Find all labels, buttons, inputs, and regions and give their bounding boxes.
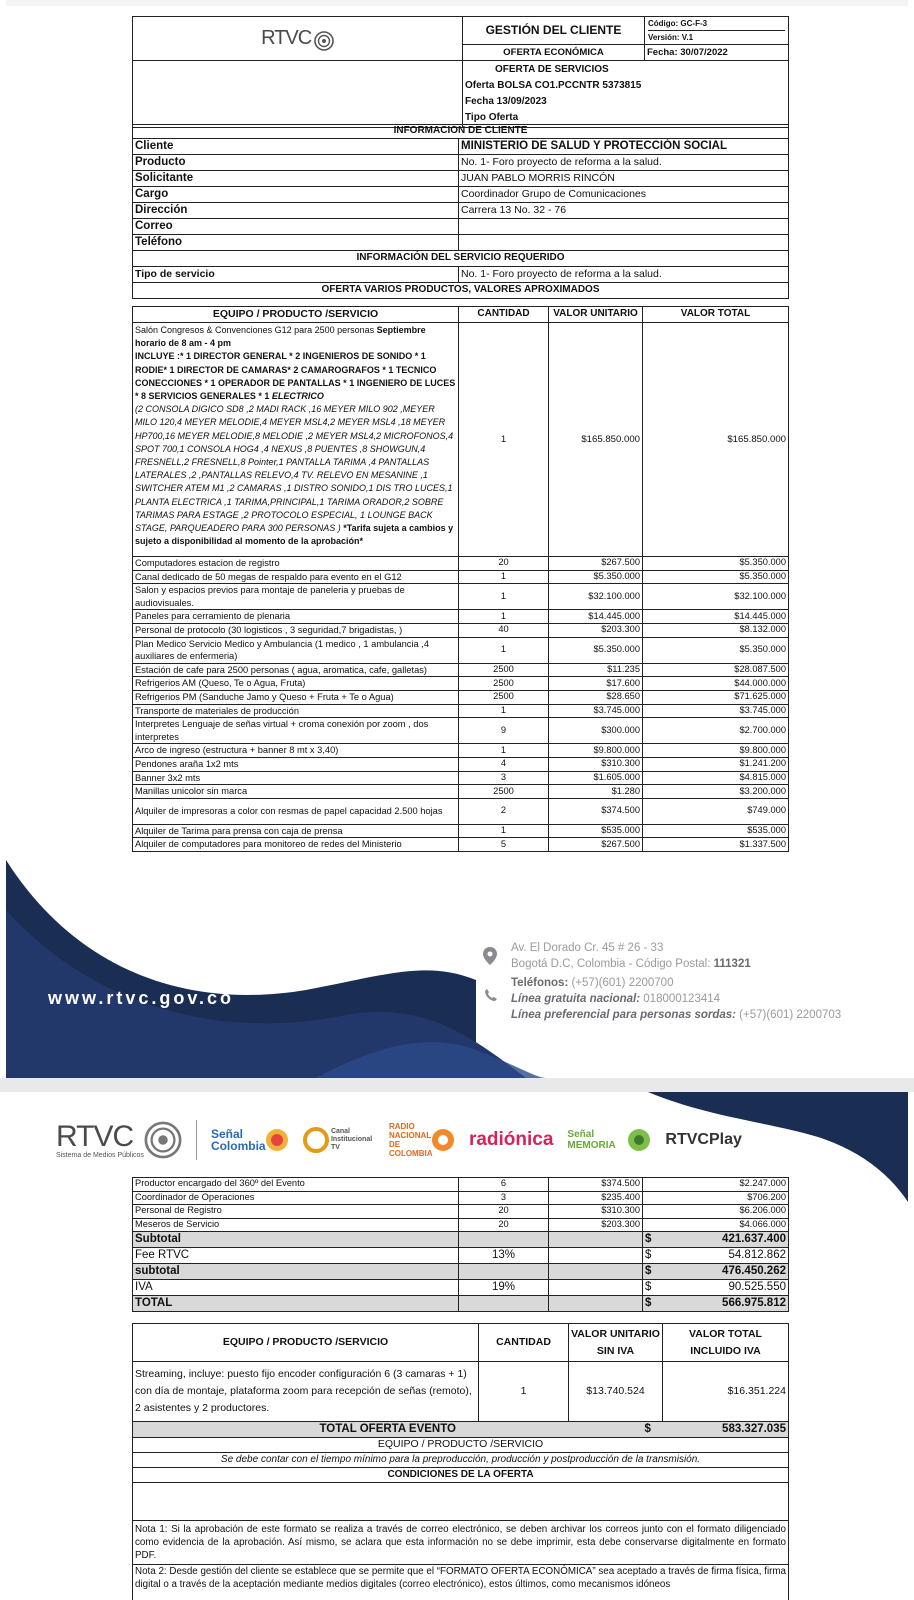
item-description: Canal dedicado de 50 megas de respaldo para evento en el G12	[133, 570, 459, 584]
streaming-description: Streaming, incluye: puesto fijo encoder configuración 6 (3 camaras + 1) con día de montaje, plataforma zoom para recepción de señas (remoto), 2 asistentes y 2 productores.	[133, 1362, 479, 1422]
address-label: Dirección	[133, 203, 459, 219]
document-header	[132, 16, 789, 128]
header-blank	[133, 61, 463, 128]
s-header-qty: CANTIDAD	[479, 1324, 569, 1362]
table-row	[133, 677, 789, 691]
streaming-qty: 1	[479, 1362, 569, 1422]
rtvc-swirl-icon	[144, 1121, 182, 1159]
table-row	[133, 690, 789, 704]
totals-percent	[459, 1296, 549, 1312]
radio-nacional-logo-icon	[431, 1128, 455, 1152]
item-unit-price: $5.350.000	[549, 570, 643, 584]
footer-deaf-label: Línea preferencial para personas sordas:	[511, 1009, 736, 1021]
totals-currency: $	[645, 1297, 652, 1310]
item-description: Arco de ingreso (estructura + banner 8 mt x 3,40)	[133, 744, 459, 758]
footer-free: 018000123414	[640, 993, 721, 1005]
footer-contacts	[511, 975, 841, 1023]
totals-label: IVA	[133, 1280, 459, 1296]
footer-phones-label: Teléfonos:	[511, 977, 569, 989]
item-unit-price: $374.500	[549, 798, 643, 824]
item-qty: 1	[459, 584, 549, 610]
item-description: Salon y espacios previos para montaje de paneleria y pruebas de audiovisuales.	[133, 584, 459, 610]
item-qty: 2500	[459, 690, 549, 704]
item-description: Computadores estacion de registro	[133, 557, 459, 571]
doc-title: GESTIÓN DEL CLIENTE	[463, 17, 645, 45]
table-row	[133, 1178, 789, 1192]
s-header-unit: VALOR UNITARIO SIN IVA	[569, 1324, 663, 1362]
main-item-l3b: *Tarifa sujeta a cambios y sujeto a disponibilidad al momento de la aprobación*	[135, 523, 454, 547]
item-total: $1.337.500	[643, 838, 789, 852]
item-description: Alquiler de impresoras a color con resmas de papel capacidad 2.500 hojas	[133, 798, 459, 824]
position-label: Cargo	[133, 187, 459, 203]
conditions-title: CONDICIONES DE LA OFERTA	[133, 1468, 789, 1483]
footer-wave-graphic	[6, 840, 908, 1078]
senal-colombia-logo-icon	[265, 1128, 289, 1152]
item-total: $32.100.000	[643, 584, 789, 610]
totals-blank	[549, 1264, 643, 1280]
item-unit-price: $203.300	[549, 1218, 643, 1232]
main-item-total: $165.850.000	[643, 323, 789, 557]
totals-row	[133, 1232, 789, 1248]
table-row	[133, 1218, 789, 1232]
totals-percent	[459, 1264, 549, 1280]
footer-free-label: Línea gratuita nacional:	[511, 993, 641, 1005]
client-label: Cliente	[133, 139, 459, 155]
brand-rtvc-sub: Sistema de Medios Públicos	[56, 1151, 144, 1159]
item-total: $2.247.000	[643, 1178, 789, 1192]
item-total: $5.350.000	[643, 637, 789, 663]
table-row	[133, 785, 789, 799]
brand-rtvc-name: RTVC	[56, 1119, 134, 1153]
totals-row	[133, 1264, 789, 1280]
totals-blank	[549, 1296, 643, 1312]
item-description: Estación de cafe para 2500 personas ( agua, aromatica, cafe, galletas)	[133, 663, 459, 677]
footer-postal: 111321	[713, 958, 751, 970]
totals-percent: 19%	[459, 1280, 549, 1296]
totals-label: Fee RTVC	[133, 1248, 459, 1264]
service-section-title: INFORMACIÓN DEL SERVICIO REQUERIDO	[133, 251, 789, 267]
item-unit-price: $3.745.000	[549, 704, 643, 718]
total-offer-value: 583.327.035	[663, 1422, 789, 1438]
products-table-continued	[132, 1177, 789, 1312]
offer-line-0: OFERTA DE SERVICIOS	[495, 64, 609, 75]
item-unit-price: $535.000	[549, 824, 643, 838]
item-description: Coordinador de Operaciones	[133, 1191, 459, 1205]
item-total: $9.800.000	[643, 744, 789, 758]
item-qty: 2500	[459, 785, 549, 799]
location-pin-icon	[483, 947, 497, 965]
item-qty: 1	[459, 744, 549, 758]
table-row	[133, 570, 789, 584]
totals-currency: $	[645, 1281, 652, 1294]
s-header-product: EQUIPO / PRODUCTO /SERVICIO	[133, 1324, 479, 1362]
totals-amount	[643, 1248, 789, 1264]
item-total: $5.350.000	[643, 557, 789, 571]
item-description: Interpretes Lenguaje de señas virtual + croma conexión por zoom , dos interpretes	[133, 718, 459, 744]
phone-label: Teléfono	[133, 235, 459, 251]
item-qty: 9	[459, 718, 549, 744]
item-total: $535.000	[643, 824, 789, 838]
address-value: Carrera 13 No. 32 - 76	[459, 203, 789, 219]
item-description: Refrigerios PM (Sanduche Jamo y Queso + Fruta + Te o Agua)	[133, 690, 459, 704]
item-unit-price: $310.300	[549, 1205, 643, 1219]
item-description: Plan Medico Servicio Medico y Ambulancia (1 medico , 1 ambulancia ,4 auxiliares de enfermeria)	[133, 637, 459, 663]
time-note-text: Se debe contar con el tiempo mínimo para la preproducción, producción y postproducción de la transmisión.	[220, 1453, 701, 1465]
item-qty: 3	[459, 771, 549, 785]
item-unit-price: $11.235	[549, 663, 643, 677]
logo-cell	[133, 17, 463, 61]
item-total: $4.066.000	[643, 1218, 789, 1232]
item-total: $1.241.200	[643, 757, 789, 771]
position-value: Coordinador Grupo de Comunicaciones	[459, 187, 789, 203]
main-item-description	[133, 323, 459, 557]
conditions-blank	[133, 1483, 789, 1521]
totals-currency: $	[645, 1249, 652, 1262]
item-unit-price: $28.650	[549, 690, 643, 704]
item-qty: 3	[459, 1191, 549, 1205]
item-unit-price: $9.800.000	[549, 744, 643, 758]
item-unit-price: $17.600	[549, 677, 643, 691]
item-total: $706.200	[643, 1191, 789, 1205]
table-row	[133, 1191, 789, 1205]
item-qty: 1	[459, 824, 549, 838]
item-unit-price: $267.500	[549, 838, 643, 852]
phone-value	[459, 235, 789, 251]
item-description: Productor encargado del 360º del Evento	[133, 1178, 459, 1192]
offer-line-3: Tipo Oferta	[465, 112, 519, 123]
item-total: $2.700.000	[643, 718, 789, 744]
brand-radionica-name: radiónica	[468, 1129, 554, 1150]
total-offer-label: TOTAL OFERTA EVENTO	[133, 1422, 643, 1438]
client-section-title: INFORMACIÓN DE CLIENTE	[133, 125, 789, 139]
item-description: Pendones araña 1x2 mts	[133, 757, 459, 771]
rtvc-swirl-icon	[314, 31, 334, 51]
totals-amount	[643, 1232, 789, 1248]
table-row	[133, 757, 789, 771]
item-qty: 20	[459, 557, 549, 571]
requester-value: JUAN PABLO MORRIS RINCÓN	[459, 171, 789, 187]
phone-icon	[484, 988, 498, 1002]
totals-label: Subtotal	[133, 1232, 459, 1248]
item-qty: 1	[459, 610, 549, 624]
requester-label: Solicitante	[133, 171, 459, 187]
item-qty: 20	[459, 1218, 549, 1232]
client-table	[132, 124, 789, 299]
item-unit-price: $267.500	[549, 557, 643, 571]
col-header-product: EQUIPO / PRODUCTO /SERVICIO	[133, 307, 459, 323]
offer-line-2: Fecha 13/09/2023	[465, 96, 547, 107]
main-item-l3: (2 CONSOLA DIGICO SD8 ,2 MADI RACK ,16 MEYER MILO 902 ,MEYER MILO 120,4 MEYER MELODIE,4 MEYER MSL4,2 MEYER MSL4 ,18 MEYER HP700,16 MEYER MELODIE,8 MELODIE ,2 MEYER MSL4,2 MICROFONOS,4 SPOT 700,1 CONSOLA HOG4 ,4 NEXUS ,8 PUENTES ,8 SHOWGUN,4 FRESNELL,2 FRESNELL,8 Pointer,1 PANTALLA TARIMA ,4 PANTALLAS LATERALES ,2 ,PANTALLAS RELEVO,4 TV. RELEVO EN MESANINE ,1 SWITCHER ATEM M1 ,2 CAMARAS ,1 DISTRO SONIDO,1 DIS TRO LUCES,1 PLANTA ELECTRICA ,1 TARIMA,PRINCIPAL,1 TARIMA ORADOR,2 SOBRE TARIMAS PARA ESTAGE ,2 PROTOCOLO ESPECIAL, 1 LOUNGE BACK STAGE, PARQUEADERO PARA 300 PERSONAS )	[135, 404, 454, 534]
totals-amount-value: 421.637.400	[722, 1233, 786, 1246]
item-description: Transporte de materiales de producción	[133, 704, 459, 718]
totals-amount-value: 54.812.862	[728, 1249, 786, 1262]
table-row	[133, 637, 789, 663]
time-note	[133, 1453, 789, 1468]
item-description: Personal de protocolo (30 logisticos , 3 seguridad,7 brigadistas, )	[133, 623, 459, 637]
item-description: Manillas unicolor sin marca	[133, 785, 459, 799]
email-label: Correo	[133, 219, 459, 235]
brand-rtvc	[56, 1121, 182, 1159]
service-type-label: Tipo de servicio	[133, 267, 459, 283]
s-header-total: VALOR TOTAL INCLUIDO IVA	[663, 1324, 789, 1362]
item-qty: 6	[459, 1178, 549, 1192]
item-description: Refrigerios AM (Queso, Te o Agua, Fruta)	[133, 677, 459, 691]
item-total: $44.000.000	[643, 677, 789, 691]
item-description: Banner 3x2 mts	[133, 771, 459, 785]
table-row	[133, 557, 789, 571]
item-qty: 1	[459, 637, 549, 663]
document-page-1	[6, 0, 908, 1078]
item-qty: 2500	[459, 677, 549, 691]
rtvc-logo: RTVC	[261, 26, 312, 49]
item-total: $6.206.000	[643, 1205, 789, 1219]
brand-senal-memoria-name: Señal MEMORIA	[567, 1129, 616, 1151]
item-unit-price: $1.605.000	[549, 771, 643, 785]
item-unit-price: $1.280	[549, 785, 643, 799]
item-total: $28.087.500	[643, 663, 789, 677]
item-description: Paneles para cerramiento de plenaria	[133, 610, 459, 624]
footer-address-line2: Bogotá D.C, Colombia - Código Postal:	[511, 958, 714, 970]
totals-blank	[549, 1248, 643, 1264]
col-header-unit: VALOR UNITARIO	[549, 307, 643, 323]
footer-website[interactable]: www.rtvc.gov.co	[48, 988, 235, 1008]
item-unit-price: $374.500	[549, 1178, 643, 1192]
page-separator	[0, 1078, 914, 1092]
table-row	[133, 584, 789, 610]
totals-row	[133, 1248, 789, 1264]
item-qty: 40	[459, 623, 549, 637]
item-total: $3.200.000	[643, 785, 789, 799]
item-description: Meseros de Servicio	[133, 1218, 459, 1232]
main-item-l1b: Septiembre horario de 8 am - 4 pm	[135, 325, 426, 349]
totals-amount	[643, 1280, 789, 1296]
main-item-l1: Salón Congresos & Convenciones G12 para 2500 personas	[135, 325, 377, 335]
col-header-qty: CANTIDAD	[459, 307, 549, 323]
total-offer-table	[132, 1421, 789, 1600]
streaming-total: $16.351.224	[663, 1362, 789, 1422]
item-total: $8.132.000	[643, 623, 789, 637]
table-row	[133, 718, 789, 744]
totals-percent	[459, 1232, 549, 1248]
totals-label: subtotal	[133, 1264, 459, 1280]
previous-page-strip	[6, 0, 908, 6]
totals-amount-value: 90.525.550	[728, 1281, 786, 1294]
brand-rtvcplay-name: RTVCPlay	[665, 1131, 742, 1148]
table-row	[133, 610, 789, 624]
nota-2: Nota 2: Desde gestión del cliente se establece que se permite que el “FORMATO OFERTA ECONÓMICA” sea aceptado a través de firma física, firma digital o a través de la aceptación mediante medios digitales (correo electrónico), estos últimos, como mecanismos idóneos	[133, 1565, 789, 1600]
canal-institucional-logo-icon	[303, 1127, 329, 1153]
table-row	[133, 798, 789, 824]
footer-phones: (+57)(601) 2200700	[568, 977, 674, 989]
item-description: Alquiler de computadores para monitoreo de redes del Ministerio	[133, 838, 459, 852]
doc-code	[645, 17, 789, 45]
item-total: $3.745.000	[643, 704, 789, 718]
streaming-table	[132, 1323, 789, 1422]
item-unit-price: $14.445.000	[549, 610, 643, 624]
main-item-l2i: ELECTRICO	[271, 391, 324, 402]
client-value: MINISTERIO DE SALUD Y PROTECCIÓN SOCIAL	[459, 139, 789, 155]
doc-date: Fecha: 30/07/2022	[645, 45, 789, 61]
table-row	[133, 771, 789, 785]
totals-amount	[643, 1296, 789, 1312]
brand-senal-colombia-name: Señal Colombia	[210, 1127, 266, 1153]
item-total: $749.000	[643, 798, 789, 824]
table-row	[133, 1205, 789, 1219]
totals-row	[133, 1296, 789, 1312]
item-unit-price: $5.350.000	[549, 637, 643, 663]
item-unit-price: $235.400	[549, 1191, 643, 1205]
totals-blank	[549, 1280, 643, 1296]
footer-address-line1: Av. El Dorado Cr. 45 # 26 - 33	[511, 942, 664, 954]
main-item-qty: 1	[459, 323, 549, 557]
item-qty: 1	[459, 570, 549, 584]
item-total: $14.445.000	[643, 610, 789, 624]
brand-senal-memoria	[567, 1128, 651, 1152]
offer-line-1: Oferta BOLSA CO1.PCCNTR 5373815	[465, 80, 642, 91]
brand-radio-nacional	[389, 1122, 455, 1158]
item-qty: 2	[459, 798, 549, 824]
brand-canal-institucional	[303, 1127, 375, 1153]
senal-memoria-logo-icon	[627, 1128, 651, 1152]
totals-label: TOTAL	[133, 1296, 459, 1312]
document-page-2	[6, 1092, 908, 1600]
brand-divider	[196, 1120, 197, 1160]
totals-currency: $	[645, 1265, 652, 1278]
doc-code-text: Código: GC-F-3	[648, 19, 708, 28]
item-qty: 20	[459, 1205, 549, 1219]
footer-deaf: (+57)(601) 2200703	[735, 1009, 842, 1021]
service-type-value: No. 1- Foro proyecto de reforma a la salud.	[459, 267, 789, 283]
table-row	[133, 623, 789, 637]
table-row	[133, 824, 789, 838]
item-unit-price: $32.100.000	[549, 584, 643, 610]
item-unit-price: $310.300	[549, 757, 643, 771]
item-total: $4.815.000	[643, 771, 789, 785]
item-qty: 1	[459, 704, 549, 718]
brand-bar	[56, 1118, 776, 1162]
totals-amount	[643, 1264, 789, 1280]
main-item-unit: $165.850.000	[549, 323, 643, 557]
email-value	[459, 219, 789, 235]
item-total: $71.625.000	[643, 690, 789, 704]
product-value: No. 1- Foro proyecto de reforma a la salud.	[459, 155, 789, 171]
table-row	[133, 704, 789, 718]
totals-currency: $	[645, 1233, 652, 1246]
totals-blank	[549, 1232, 643, 1248]
doc-subtitle: OFERTA ECONÓMICA	[463, 45, 645, 61]
total-offer-currency: $	[643, 1422, 663, 1438]
nota-1: Nota 1: Si la aprobación de este formato se realiza a través de correo electrónico, se deben archivar los correos junto con el formato diligenciado como evidencia de la aprobación. Así mismo, se aclara que esta información no se debe imprimir, esta debe conservarse digitalmente en formato PDF.	[133, 1521, 789, 1565]
table-row	[133, 744, 789, 758]
item-qty: 4	[459, 757, 549, 771]
products-section-title: OFERTA VARIOS PRODUCTOS, VALORES APROXIMADOS	[133, 283, 789, 299]
item-unit-price: $203.300	[549, 623, 643, 637]
totals-amount-value: 476.450.262	[722, 1265, 786, 1278]
table-row	[133, 663, 789, 677]
totals-percent: 13%	[459, 1248, 549, 1264]
footer-address	[511, 940, 751, 972]
item-qty: 5	[459, 838, 549, 852]
col-header-total: VALOR TOTAL	[643, 307, 789, 323]
products-table	[132, 306, 789, 852]
brand-senal-colombia	[211, 1128, 289, 1152]
totals-row	[133, 1280, 789, 1296]
item-unit-price: $300.000	[549, 718, 643, 744]
item-description: Personal de Registro	[133, 1205, 459, 1219]
brand-canal-institucional-name: Canal Institucional TV	[330, 1128, 373, 1151]
item-total: $5.350.000	[643, 570, 789, 584]
item-qty: 2500	[459, 663, 549, 677]
product-label: Producto	[133, 155, 459, 171]
equipo-line: EQUIPO / PRODUCTO /SERVICIO	[133, 1438, 789, 1453]
item-description: Alquiler de Tarima para prensa con caja de prensa	[133, 824, 459, 838]
totals-amount-value: 566.975.812	[722, 1297, 786, 1310]
main-item-l2: INCLUYE :* 1 DIRECTOR GENERAL * 2 INGENIEROS DE SONIDO * 1 RODIE* 1 DIRECTOR DE CAMARAS* 2 CAMAROGRAFOS * 1 TECNICO CONECCIONES * 1 OPERADOR DE PANTALLAS * 1 INGENIERO DE LUCES * 8 SERVICIOS GENERALES * 1	[135, 351, 456, 402]
doc-version: Versión: V.1	[648, 30, 785, 44]
brand-radio-nacional-name: RADIO NACIONAL DE COLOMBIA	[388, 1122, 433, 1158]
streaming-unit: $13.740.524	[569, 1362, 663, 1422]
offer-info	[463, 61, 789, 128]
